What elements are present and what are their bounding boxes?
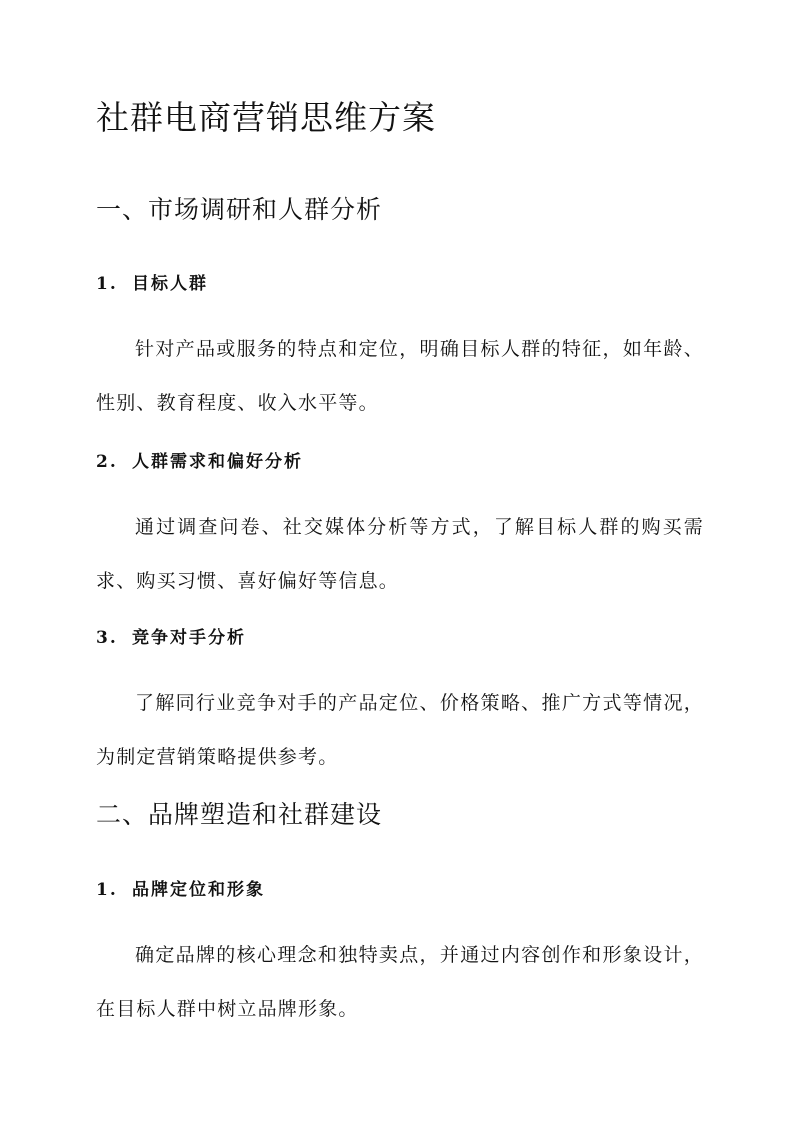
subsection-heading — [96, 878, 265, 902]
subsection-heading — [96, 272, 208, 296]
subsection-heading — [96, 626, 246, 650]
paragraph: 了解同行业竞争对手的产品定位、价格策略、推广方式等情况，为制定营销策略提供参考。 — [96, 692, 704, 768]
subsection-title: 人群需求和偏好分析 — [132, 452, 303, 472]
subsection-title: 目标人群 — [132, 274, 208, 294]
subsection-title: 竞争对手分析 — [132, 628, 246, 648]
subsection-heading — [96, 450, 303, 474]
paragraph: 针对产品或服务的特点和定位，明确目标人群的特征，如年龄、性别、教育程度、收入水平等。 — [96, 338, 704, 414]
section-heading: 一、市场调研和人群分析 — [96, 195, 383, 224]
paragraph: 确定品牌的核心理念和独特卖点，并通过内容创作和形象设计，在目标人群中树立品牌形象。 — [96, 944, 704, 1020]
subsection-title: 品牌定位和形象 — [132, 880, 265, 900]
section-heading: 二、品牌塑造和社群建设 — [96, 800, 383, 829]
subsection-number: 3. — [96, 628, 118, 648]
paragraph: 通过调查问卷、社交媒体分析等方式，了解目标人群的购买需求、购买习惯、喜好偏好等信息。 — [96, 516, 704, 592]
subsection-number: 2. — [96, 452, 118, 472]
document-title: 社群电商营销思维方案 — [96, 98, 436, 137]
subsection-number: 1. — [96, 880, 118, 900]
subsection-number: 1. — [96, 274, 118, 294]
